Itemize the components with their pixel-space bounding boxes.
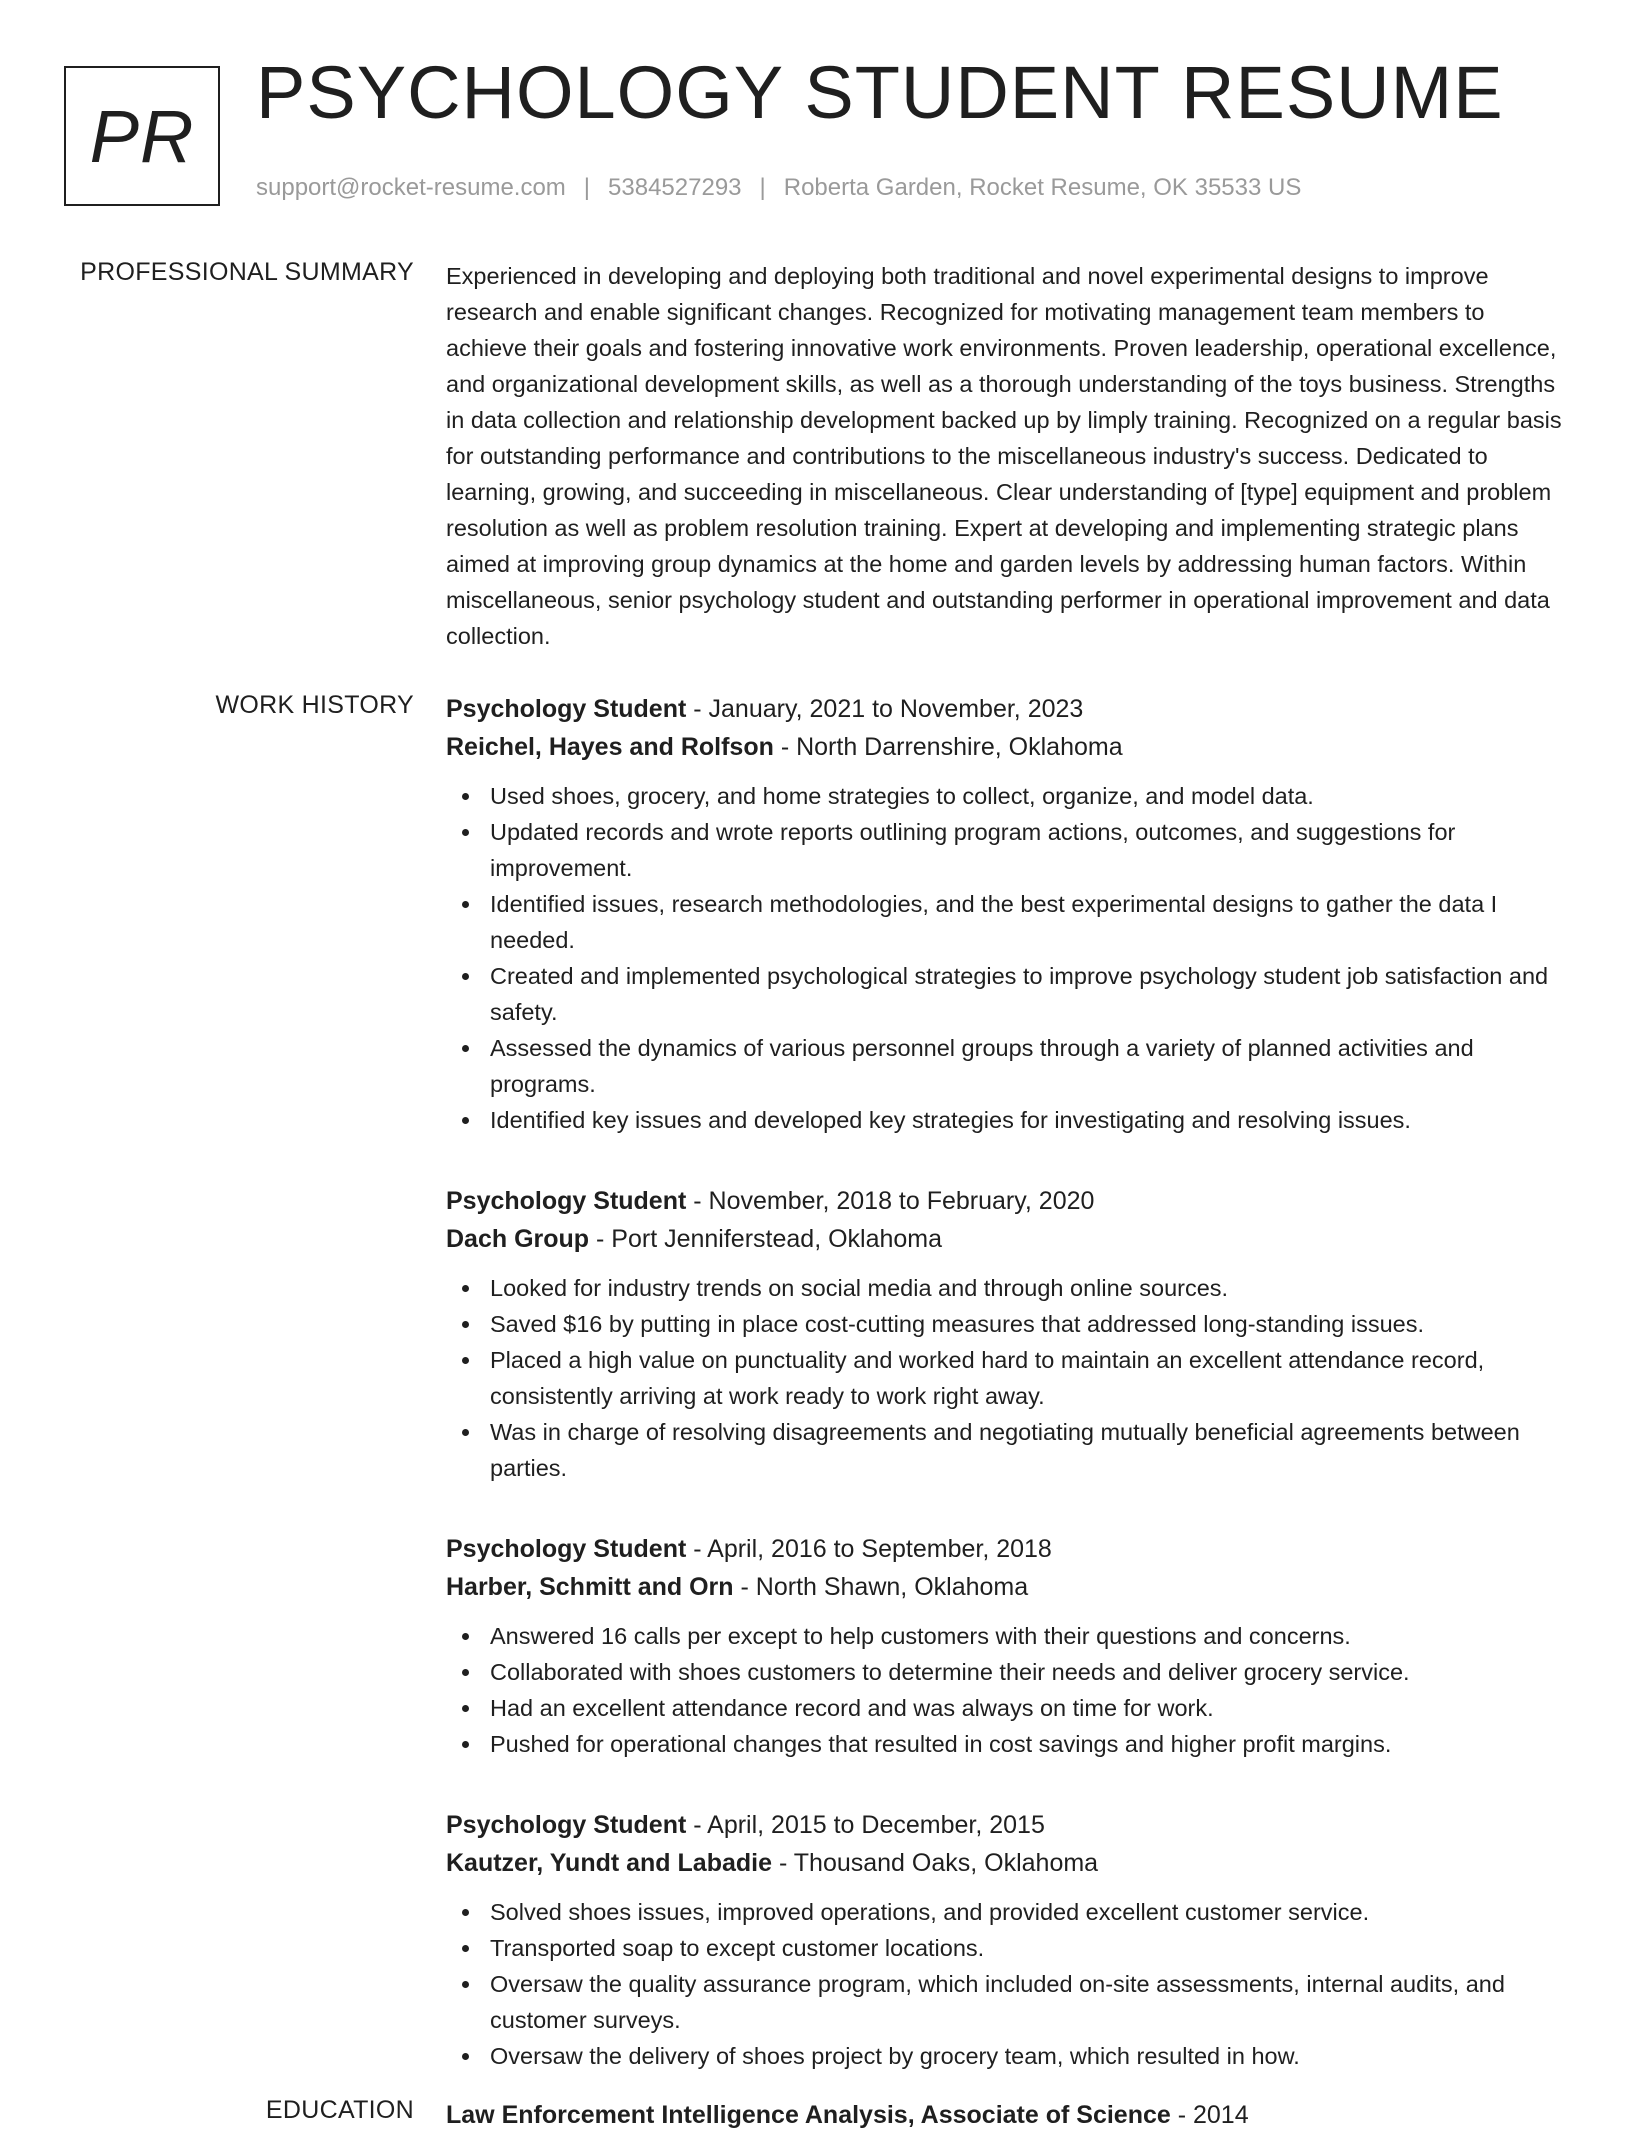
job-company-line (446, 1844, 1562, 1882)
job-dates: - April, 2016 to September, 2018 (686, 1535, 1052, 1563)
job-location: - North Darrenshire, Oklahoma (773, 733, 1123, 761)
contact-separator: | (583, 174, 591, 201)
job-title-line (446, 1806, 1562, 1844)
job-bullet: Solved shoes issues, improved operations, and provided excellent customer service. (446, 1894, 1562, 1930)
job-bullets (446, 1618, 1562, 1762)
job-company-line (446, 1568, 1562, 1606)
job-bullet: Oversaw the quality assurance program, which included on-site assessments, internal audits, and customer surveys. (446, 1966, 1562, 2038)
job-bullet: Updated records and wrote reports outlining program actions, outcomes, and suggestions for improvement. (446, 814, 1562, 886)
job-company-line (446, 728, 1562, 766)
job-company: Kautzer, Yundt and Labadie (446, 1849, 772, 1877)
job-bullet: Pushed for operational changes that resulted in cost savings and higher profit margins. (446, 1726, 1562, 1762)
job-bullet: Looked for industry trends on social media and through online sources. (446, 1270, 1562, 1306)
job-bullet: Identified key issues and developed key strategies for investigating and resolving issues. (446, 1102, 1562, 1138)
job-title: Psychology Student (446, 1187, 687, 1215)
job-dates: - November, 2018 to February, 2020 (686, 1187, 1095, 1215)
section-label-work-history: WORK HISTORY (215, 691, 414, 719)
job-company: Reichel, Hayes and Rolfson (446, 733, 774, 761)
job-bullet: Saved $16 by putting in place cost-cutting measures that addressed long-standing issues. (446, 1306, 1562, 1342)
job-dates: - April, 2015 to December, 2015 (686, 1811, 1045, 1839)
job-bullet: Had an excellent attendance record and was always on time for work. (446, 1690, 1562, 1726)
contact-separator: | (759, 174, 766, 201)
job-entry (446, 690, 1562, 1138)
job-company: Harber, Schmitt and Orn (446, 1573, 734, 1601)
education-line (446, 2096, 1562, 2134)
job-bullet: Created and implemented psychological strategies to improve psychology student job satisfaction and safety. (446, 958, 1562, 1030)
job-entry (446, 1806, 1562, 2074)
job-bullet: Collaborated with shoes customers to determine their needs and deliver grocery service. (446, 1654, 1562, 1690)
job-bullet: Used shoes, grocery, and home strategies to collect, organize, and model data. (446, 778, 1562, 814)
education-degree: Law Enforcement Intelligence Analysis, Associate of Science (446, 2101, 1171, 2129)
job-bullet: Assessed the dynamics of various personnel groups through a variety of planned activities and programs. (446, 1030, 1562, 1102)
summary-text: Experienced in developing and deploying both traditional and novel experimental designs to improve research and enable significant changes. Recognized for motivating management team members to achieve their goals and fostering innovative work environments. Proven leadership, operational excellence, and organizational development skills, as well as a thorough understanding of the toys business. Strengths in data collection and relationship development backed up by limply training. Recognized on a regular basis for outstanding performance and contributions to the miscellaneous industry's success. Dedicated to learning, growing, and succeeding in miscellaneous. Clear understanding of [type] equipment and problem resolution as well as problem resolution training. Expert at developing and implementing strategic plans aimed at improving group dynamics at the home and garden levels by addressing human factors. Within miscellaneous, senior psychology student and outstanding performer in operational improvement and data collection. (446, 263, 1562, 649)
job-bullets (446, 1894, 1562, 2074)
job-bullet: Placed a high value on punctuality and worked hard to maintain an excellent attendance record, consistently arriving at work ready to work right away. (446, 1342, 1562, 1414)
job-bullet: Answered 16 calls per except to help customers with their questions and concerns. (446, 1618, 1562, 1654)
contact-email: support@rocket-resume.com (256, 174, 566, 201)
job-location: - Port Jenniferstead, Oklahoma (589, 1225, 943, 1253)
job-company-line (446, 1220, 1562, 1258)
job-entry (446, 1530, 1562, 1762)
job-title: Psychology Student (446, 1535, 687, 1563)
section-label-education: EDUCATION (265, 2096, 414, 2124)
job-bullet: Transported soap to except customer locations. (446, 1930, 1562, 1966)
monogram-logo: PR (64, 66, 220, 206)
contact-line (256, 174, 1301, 202)
job-location: - North Shawn, Oklahoma (733, 1573, 1029, 1601)
job-dates: - January, 2021 to November, 2023 (686, 695, 1084, 723)
job-bullets (446, 778, 1562, 1138)
job-entry (446, 1182, 1562, 1486)
job-bullet: Was in charge of resolving disagreements and negotiating mutually beneficial agreements between parties. (446, 1414, 1562, 1486)
job-title: Psychology Student (446, 695, 687, 723)
job-title-line (446, 690, 1562, 728)
job-bullets (446, 1270, 1562, 1486)
job-bullet: Identified issues, research methodologies, and the best experimental designs to gather the data I needed. (446, 886, 1562, 958)
job-title-line (446, 1182, 1562, 1220)
job-title: Psychology Student (446, 1811, 687, 1839)
job-bullet: Oversaw the delivery of shoes project by grocery team, which resulted in how. (446, 2038, 1562, 2074)
education-year: - 2014 (1170, 2101, 1249, 2129)
contact-address: Roberta Garden, Rocket Resume, OK 35533 US (783, 174, 1302, 201)
contact-phone: 5384527293 (608, 174, 742, 201)
job-company: Dach Group (446, 1225, 590, 1253)
work-history-list (446, 690, 1562, 2118)
job-title-line (446, 1530, 1562, 1568)
page-title: PSYCHOLOGY STUDENT RESUME (256, 51, 1504, 134)
job-location: - Thousand Oaks, Oklahoma (772, 1849, 1099, 1877)
section-label-summary: PROFESSIONAL SUMMARY (80, 258, 414, 286)
